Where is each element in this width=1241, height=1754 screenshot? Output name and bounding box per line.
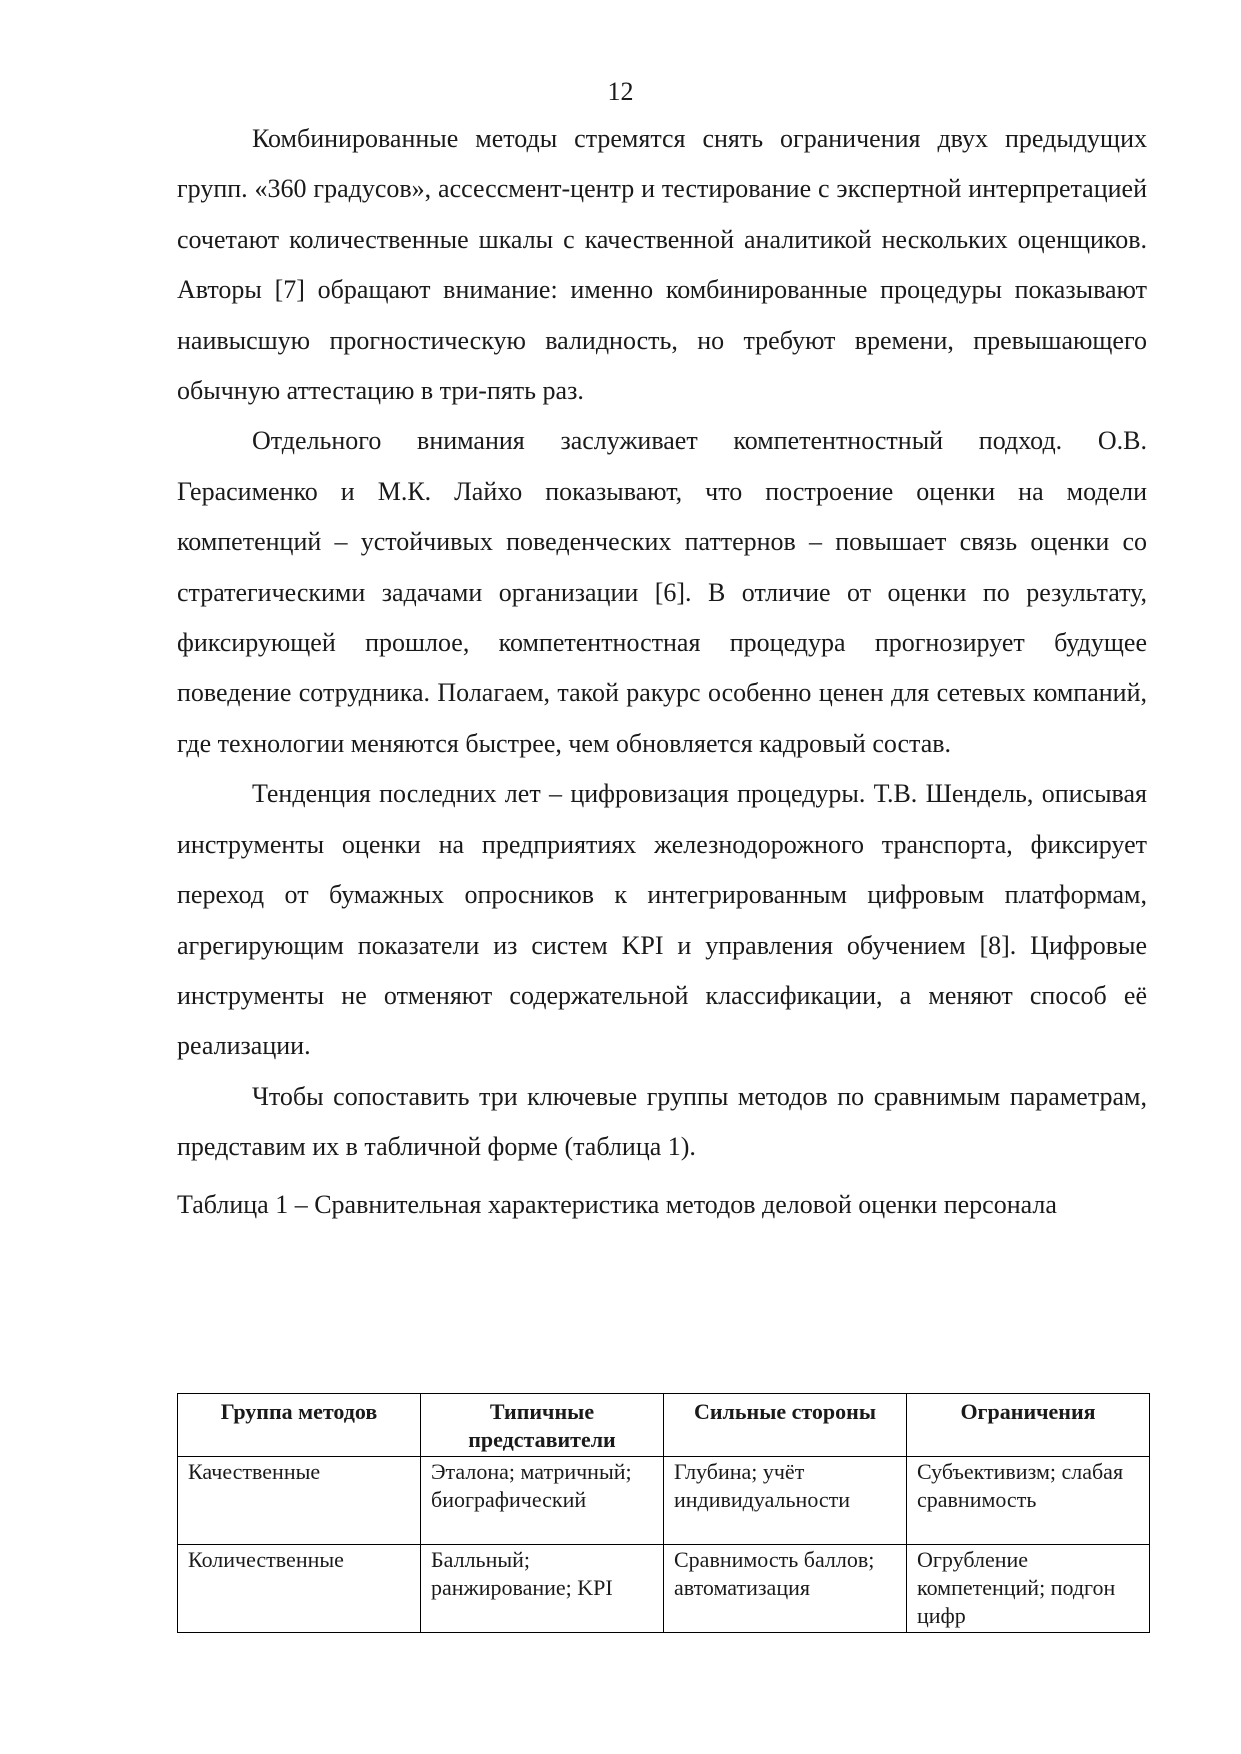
body-text bbox=[177, 114, 1147, 1230]
table-header-cell: Типичные представители bbox=[421, 1394, 664, 1457]
table-cell: Глубина; учёт индивидуальности bbox=[664, 1457, 907, 1545]
methods-comparison-table bbox=[177, 1393, 1150, 1633]
table-header-cell: Сильные стороны bbox=[664, 1394, 907, 1457]
table-row bbox=[178, 1545, 1150, 1633]
table-cell: Количественные bbox=[178, 1545, 421, 1633]
table-row bbox=[178, 1457, 1150, 1545]
table-cell: Качественные bbox=[178, 1457, 421, 1545]
page-number: 12 bbox=[607, 77, 634, 106]
paragraph-table-intro: Чтобы сопоставить три ключевые группы методов по сравнимым параметрам, представим их в табличной форме (таблица 1). bbox=[177, 1081, 1147, 1162]
table-cell: Балльный; ранжирование; KPI bbox=[421, 1545, 664, 1633]
table-cell: Сравнимость баллов; автоматизация bbox=[664, 1545, 907, 1633]
table-cell: Субъективизм; слабая сравнимость bbox=[907, 1457, 1150, 1545]
paragraph-combined-methods: Комбинированные методы стремятся снять ограничения двух предыдущих групп. «360 градусов», ассессмент-центр и тестирование с экспертной интерпретацией сочетают количественные шкалы с качественной аналитикой нескольких оценщиков. Авторы [7] обращают внимание: именно комбинированные процедуры показывают наивысшую прогностическую валидность, но требуют времени, превышающего обычную аттестацию в три-пять раз. bbox=[177, 124, 1147, 406]
table-cell: Эталона; матричный; биографический bbox=[421, 1457, 664, 1545]
table-header-row bbox=[178, 1394, 1150, 1457]
paragraph-digitalization: Тенденция последних лет – цифровизация процедуры. Т.В. Шендель, описывая инструменты оценки на предприятиях железнодорожного транспорта, фиксирует переход от бумажных опросников к интегрированным цифровым платформам, агрегирующим показатели из систем KPI и управления обучением [8]. Цифровые инструменты не отменяют содержательной классификации, а меняют способ её реализации. bbox=[177, 779, 1147, 1061]
table-header-cell: Ограничения bbox=[907, 1394, 1150, 1457]
table-header-cell: Группа методов bbox=[178, 1394, 421, 1457]
table-caption: Таблица 1 – Сравнительная характеристика методов деловой оценки персонала bbox=[177, 1189, 1057, 1219]
table-cell: Огрубление компетенций; подгон цифр bbox=[907, 1545, 1150, 1633]
paragraph-competency-approach: Отдельного внимания заслуживает компетентностный подход. О.В. Герасименко и М.К. Лайхо показывают, что построение оценки на модели компетенций – устойчивых поведенческих паттернов – повышает связь оценки со стратегическими задачами организации [6]. В отличие от оценки по результату, фиксирующей прошлое, компетентностная процедура прогнозирует будущее поведение сотрудника. Полагаем, такой ракурс особенно ценен для сетевых компаний, где технологии меняются быстрее, чем обновляется кадровый состав. bbox=[177, 426, 1147, 758]
